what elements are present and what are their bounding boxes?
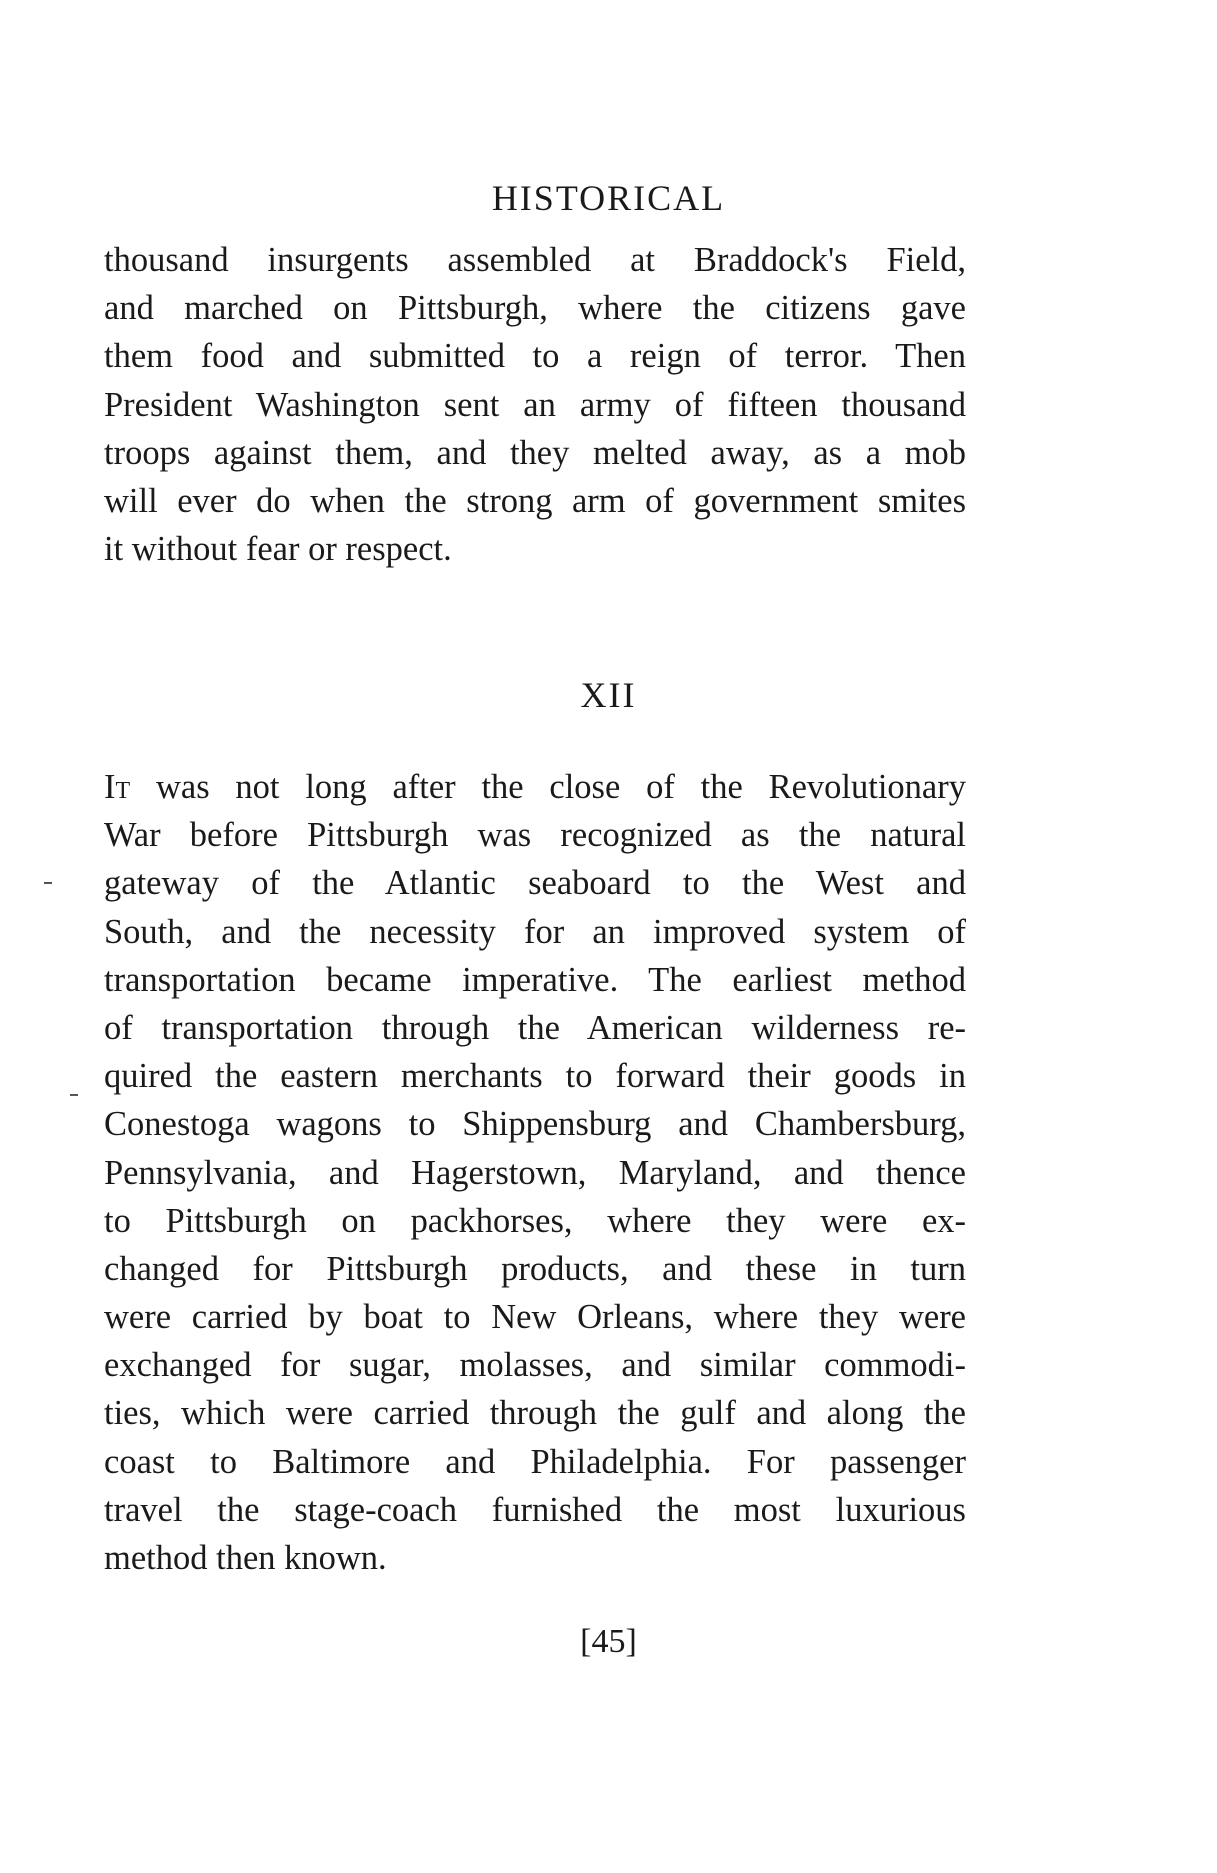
page-number: [45] <box>580 1623 637 1660</box>
text-line: exchanged for sugar, molasses, and similar commodi- <box>104 1346 966 1385</box>
text-line: transportation became imperative. The earliest method <box>104 960 966 999</box>
text-line: method then known. <box>104 1539 387 1577</box>
margin-mark <box>70 1094 78 1096</box>
text-line: travel the stage-coach furnished the most luxurious <box>104 1490 966 1529</box>
text-line: it without fear or respect. <box>104 530 452 569</box>
text-line: of transportation through the American wilderness re- <box>104 1008 966 1047</box>
first-line-rest: was not long after the close of the Revolutionary <box>130 768 966 806</box>
text-line: them food and submitted to a reign of terror. Then <box>104 337 966 376</box>
margin-mark <box>44 882 52 884</box>
drop-word: It <box>104 768 131 806</box>
text-line: quired the eastern merchants to forward their goods in <box>104 1057 966 1096</box>
text-line: to Pittsburgh on packhorses, where they were ex- <box>104 1201 966 1240</box>
text-line: War before Pittsburgh was recognized as the natural <box>104 816 966 855</box>
text-line: coast to Baltimore and Philadelphia. For passenger <box>104 1442 966 1481</box>
section-number: XII <box>580 675 637 715</box>
text-line: President Washington sent an army of fifteen thousand <box>104 385 966 424</box>
text-line: ties, which were carried through the gulf and along the <box>104 1394 966 1433</box>
paragraph-2 <box>104 763 966 1582</box>
text-line: troops against them, and they melted away, as a mob <box>104 433 966 472</box>
text-line: South, and the necessity for an improved system of <box>104 912 966 951</box>
text-line: and marched on Pittsburgh, where the citizens gave <box>104 289 966 328</box>
paragraph-1 <box>104 236 966 573</box>
text-line: will ever do when the strong arm of government smites <box>104 481 966 520</box>
text-line: changed for Pittsburgh products, and these in turn <box>104 1249 966 1288</box>
text-line-first <box>104 763 966 811</box>
text-line: were carried by boat to New Orleans, where they were <box>104 1298 966 1337</box>
running-head: HISTORICAL <box>491 178 726 218</box>
text-line: Conestoga wagons to Shippensburg and Chambersburg, <box>104 1105 966 1144</box>
text-line: gateway of the Atlantic seaboard to the West and <box>104 864 966 903</box>
text-line: thousand insurgents assembled at Braddock's Field, <box>104 241 966 279</box>
text-line: Pennsylvania, and Hagerstown, Maryland, and thence <box>104 1153 966 1192</box>
